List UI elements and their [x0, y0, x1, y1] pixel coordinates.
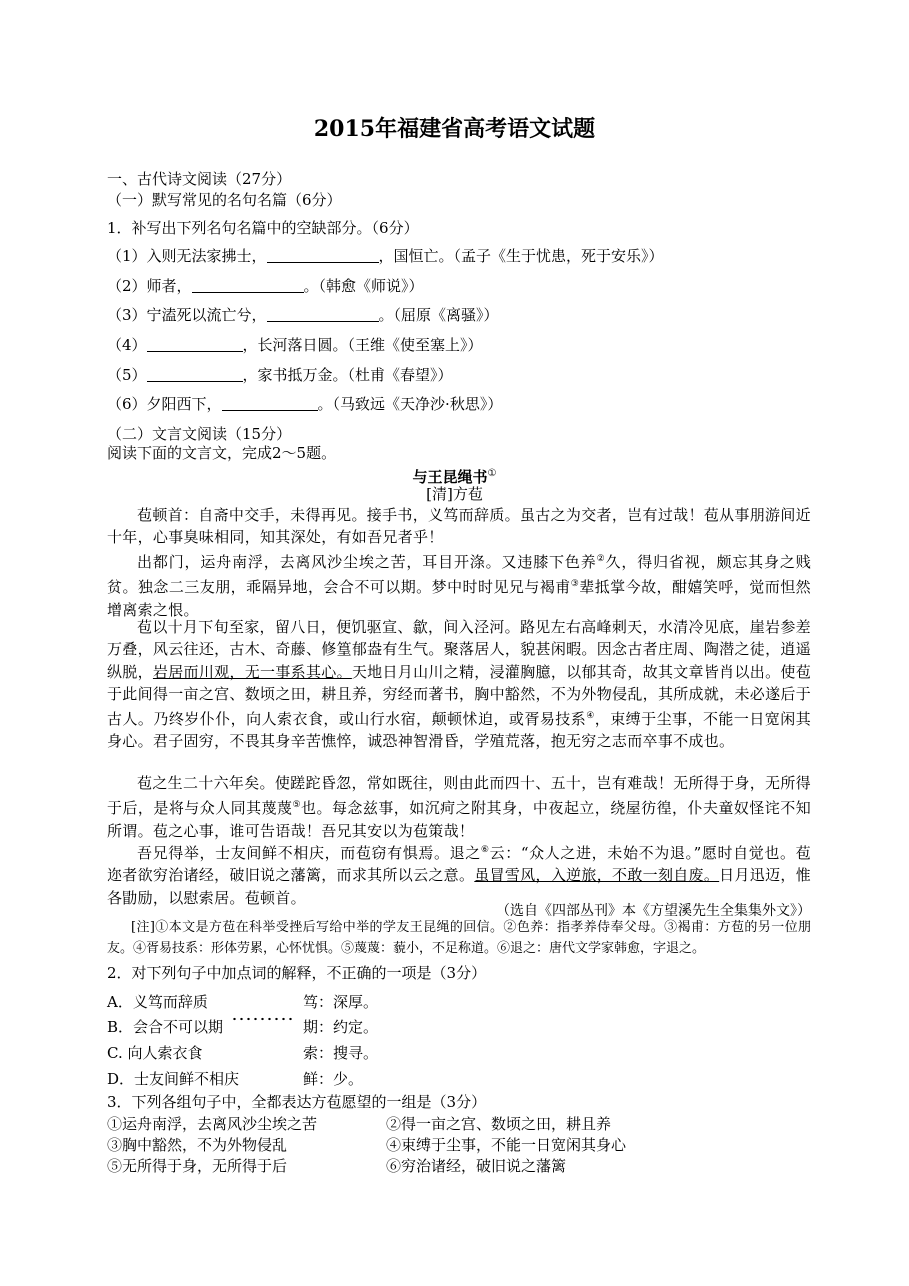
source-citation: （选自《四部丛刊》本《方望溪先生全集集外文》） [496, 903, 811, 919]
fill-item: （5） ，家书抵万金。（杜甫《春望》） [107, 366, 453, 384]
sentence-item: ③胸中豁然，不为外物侵乱 [107, 1136, 288, 1154]
emphasis-dots [231, 1017, 293, 1021]
sentence-item: ⑥穷治诸经，破旧说之藩篱 [386, 1157, 567, 1175]
essay-author: [清]方苞 [426, 485, 483, 503]
answer-blank[interactable] [222, 395, 318, 411]
subsection-heading: （一）默写常见的名句名篇（6分） [107, 191, 342, 209]
underlined-sentence: 岩居而川观，无一事系其心。 [152, 662, 352, 681]
option-text[interactable]: A．义笃而辞质 [107, 993, 208, 1011]
option-text[interactable]: B．会合不可以期 [107, 1018, 224, 1036]
section-heading: 一、古代诗文阅读（27分） [107, 170, 292, 188]
fill-item: （1）入则无法家拂士， ，国恒亡。（孟子《生于忧患，死于安乐》） [107, 247, 664, 265]
answer-blank[interactable] [267, 306, 379, 322]
answer-blank[interactable] [267, 247, 379, 263]
essay-paragraph: 苞之生二十六年矣。使蹉跎昏忽，常如既往，则由此而四十、五十，岂有难哉！无所得于身，无所得于后，是将与众人同其蔑蔑⑤也。每念兹事，如沉疴之附其身，中夜起立，绕屋彷徨，仆夫童奴怪诧不知所谓。苞之心事，谁可告语哉！吾兄其安以为苞策哉！ [107, 774, 811, 840]
essay-paragraph: 吾兄得举，士友间鲜不相庆，而苞窃有惧焉。退之⑥云：“众人之进，未始不为退。”愿时自觉也。苞迩者欲穷治诸经，破旧说之藩篱，而求其所以云之意。虽冒雪风，入逆旅，不敢一刻自废。日月迅迈，惟各勖励，以慰索居。苞顿首。 [107, 844, 811, 907]
question-3: 3．下列各组句子中，全都表达方苞愿望的一组是（3分） [107, 1093, 487, 1111]
essay-paragraph: 苞顿首：自斋中交手，未得再见。接手书，义笃而辞质。虽古之为交者，岂有过哉！苞从事朋游间近十年，心事臭味相同，知其深处，有如吾兄者乎！ [107, 506, 811, 547]
fill-item: （6）夕阳西下， 。（马致远《天净沙·秋思》） [107, 395, 503, 413]
fill-item: （2）师者， 。（韩愈《师说》） [107, 277, 424, 295]
answer-blank[interactable] [192, 277, 304, 293]
page-title: 2015年福建省高考语文试题 [313, 116, 596, 142]
answer-blank[interactable] [147, 336, 243, 352]
option-gloss: 笃：深厚。 [303, 993, 379, 1011]
sentence-item: ①运舟南浮，去离风沙尘埃之苦 [107, 1115, 318, 1133]
footnote: [注]①本文是方苞在科举受挫后写给中举的学友王昆绳的回信。②色养：指孝养侍奉父母。③褐甫：方苞的另一位朋友。④胥易技系：形体劳累，心怀忧惧。⑤蔑蔑：藐小，不足称道。⑥退之：唐代文学家韩愈，字退之。 [107, 920, 811, 956]
option-gloss: 鲜：少。 [303, 1070, 364, 1088]
option-text[interactable]: C. 向人索衣食 [107, 1044, 203, 1062]
question-1: 1．补写出下列名句名篇中的空缺部分。（6分） [107, 219, 419, 237]
sentence-item: ⑤无所得于身，无所得于后 [107, 1157, 288, 1175]
fill-item: （4） ，长河落日圆。（王维《使至塞上》） [107, 336, 483, 354]
option-gloss: 期：约定。 [303, 1018, 379, 1036]
essay-title: 与王昆绳书① [412, 468, 497, 486]
essay-paragraph: 苞以十月下旬至家，留八日，便饥驱宣、歙，间入泾河。路见左右高峰刺天，水清冷见底，崖岩参差万叠，风云往还，古木、奇藤、修篁郁盎有生气。聚落居人，貌甚闲暇。因念古者庄周、陶潜之徒，逍遥纵脱，岩居而川观，无一事系其心。天地日月山川之精，浸灌胸臆，以郁其奇，故其文章皆肖以出。使苞于此间得一亩之宫、数顷之田，耕且养，穷经而著书，胸中豁然，不为外物侵乱，其所成就，未必遂后于古人。乃终岁仆仆，向人索衣食，或山行水宿，颠顿怵迫，或胥易技系④，束缚于尘事，不能一日宽闲其身心。君子固穷，不畏其身辛苦憔悴，诚恐神智滑昏，学殖荒落，抱无穷之志而卒事不成也。 [107, 618, 811, 751]
option-text[interactable]: D．士友间鲜不相庆 [107, 1070, 240, 1088]
essay-paragraph: 出都门，运舟南浮，去离风沙尘埃之苦，耳目开涤。又违膝下色养②久，得归省视，颇忘其身之贱贫。独念二三友朋，乖隔异地，会合不可以期。梦中时时见兄与褐甫③辈抵掌今故，酣嬉笑呼，觉而怛然增离索之恨。 [107, 553, 812, 619]
question-2: 2．对下列句子中加点词的解释，不正确的一项是（3分） [107, 964, 487, 982]
option-gloss: 索：搜寻。 [303, 1044, 379, 1062]
underlined-sentence: 虽冒雪风，入逆旅，不敢一刻自废。 [474, 866, 720, 885]
fill-item: （3）宁溘死以流亡兮， 。（屈原《离骚》） [107, 306, 499, 324]
instruction: 阅读下面的文言文，完成2～5题。 [107, 444, 337, 462]
subsection-heading: （二）文言文阅读（15分） [107, 425, 292, 443]
answer-blank[interactable] [147, 366, 243, 382]
sentence-item: ④束缚于尘事，不能一日宽闲其身心 [386, 1136, 627, 1154]
sentence-item: ②得一亩之宫、数顷之田，耕且养 [386, 1115, 612, 1133]
